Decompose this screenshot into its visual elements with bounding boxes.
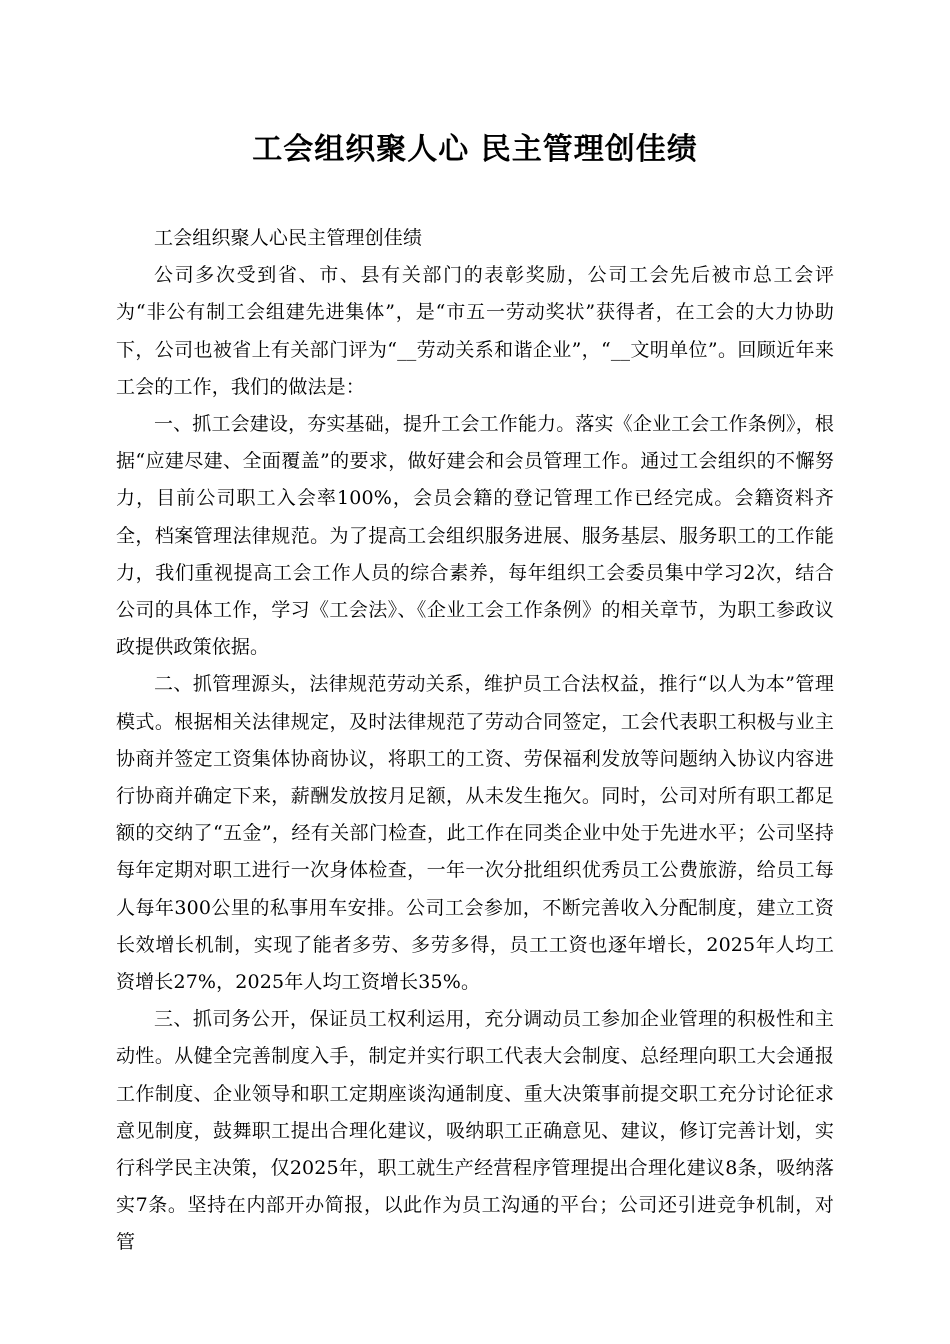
paragraph-subtitle: 工会组织聚人心民主管理创佳绩 bbox=[154, 227, 423, 249]
paragraph-section-three: 三、抓司务公开，保证员工权利运用，充分调动员工参加企业管理的积极性和主动性。从健全完善制度入手，制定并实行职工代表大会制度、总经理向职工大会通报工作制度、企业领导和职工定期座谈沟通制度、重大决策事前提交职工充分讨论征求意见制度，鼓舞职工提出合理化建议，吸纳职工正确意见、建议，修订完善计划，实行科学民主决策，仅2025年，职工就生产经营程序管理提出合理化建议8条，吸纳落实7条。坚持在内部开办简报，以此作为员工沟通的平台；公司还引进竞争机制，对管 bbox=[116, 1008, 834, 1254]
document-body bbox=[116, 220, 834, 1262]
paragraph-intro: 公司多次受到省、市、县有关部门的表彰奖励，公司工会先后被市总工会评为“非公有制工会组建先进集体”，是“市五一劳动奖状”获得者，在工会的大力协助下，公司也被省上有关部门评为“__劳动关系和谐企业”，“__文明单位”。回顾近年来工会的工作，我们的做法是： bbox=[116, 264, 834, 398]
paragraph-section-one: 一、抓工会建设，夯实基础，提升工会工作能力。落实《企业工会工作条例》，根据“应建尽建、全面覆盖”的要求，做好建会和会员管理工作。通过工会组织的不懈努力，目前公司职工入会率100%，会员会籍的登记管理工作已经完成。会籍资料齐全，档案管理法律规范。为了提高工会组织服务进展、服务基层、服务职工的工作能力，我们重视提高工会工作人员的综合素养，每年组织工会委员集中学习2次，结合公司的具体工作，学习《工会法》、《企业工会工作条例》的相关章节，为职工参政议政提供政策依据。 bbox=[116, 413, 834, 659]
paragraph-section-two: 二、抓管理源头，法律规范劳动关系，维护员工合法权益，推行“以人为本”管理模式。根据相关法律规定，及时法律规范了劳动合同签定，工会代表职工积极与业主协商并签定工资集体协商协议，将职工的工资、劳保福利发放等问题纳入协议内容进行协商并确定下来，薪酬发放按月足额，从未发生拖欠。同时，公司对所有职工都足额的交纳了“五金”，经有关部门检查，此工作在同类企业中处于先进水平；公司坚持每年定期对职工进行一次身体检查，一年一次分批组织优秀员工公费旅游，给员工每人每年300公里的私事用车安排。公司工会参加，不断完善收入分配制度，建立工资长效增长机制，实现了能者多劳、多劳多得，员工工资也逐年增长，2025年人均工资增长27%，2025年人均工资增长35%。 bbox=[116, 673, 834, 994]
document-title: 工会组织聚人心 民主管理创佳绩 bbox=[252, 132, 698, 167]
